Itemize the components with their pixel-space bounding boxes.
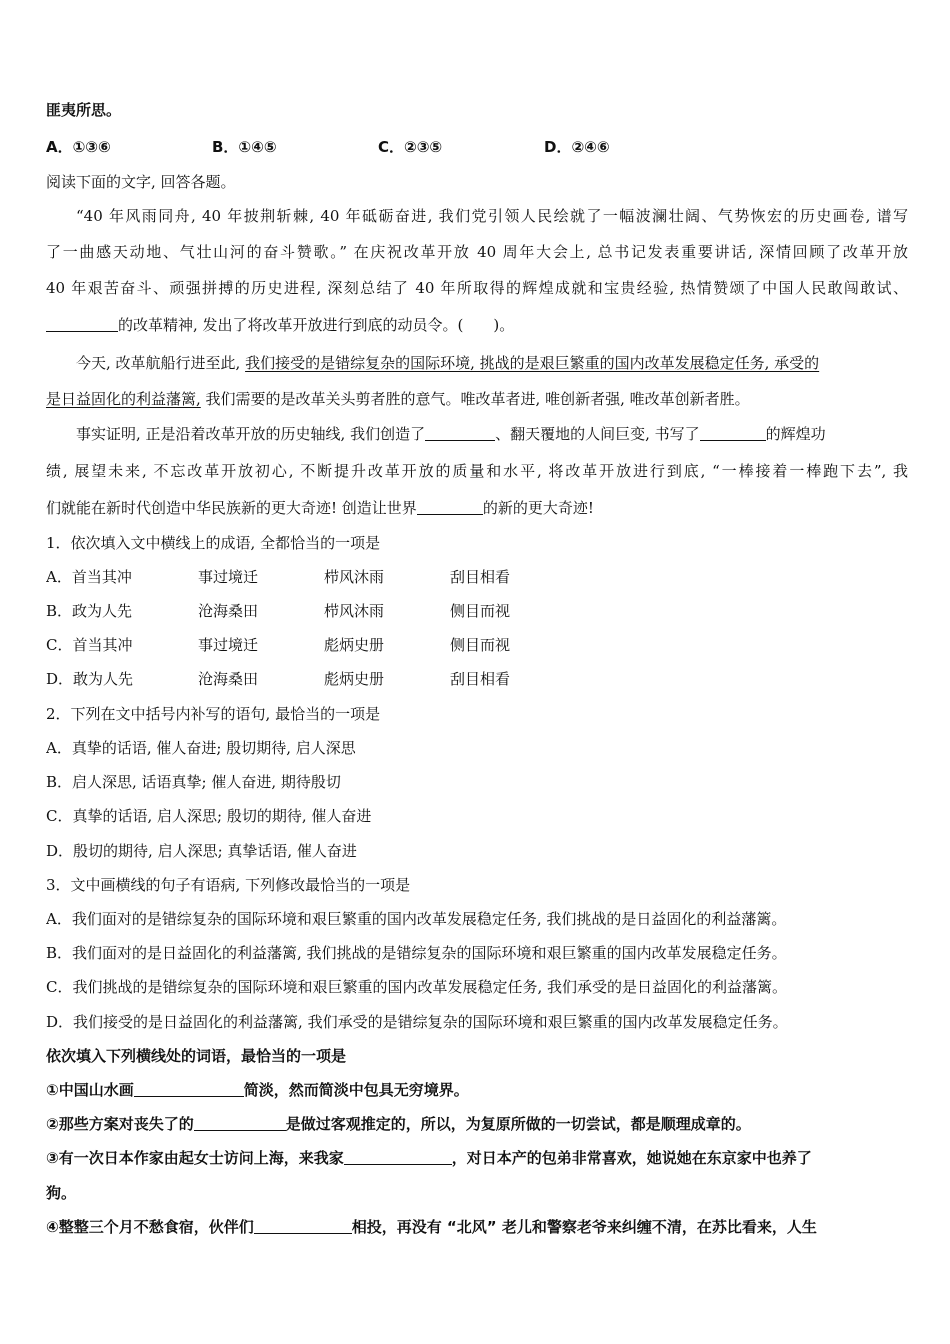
question-4-sentence-4 bbox=[46, 1216, 908, 1238]
fill-blank-3 bbox=[700, 426, 766, 441]
underlined-sentence-part1: 我们接受的是错综复杂的国际环境, 挑战的是艰巨繁重的国内改革发展稳定任务, 承受的 bbox=[245, 354, 820, 372]
passage-p1-line4-text: 的改革精神, 发出了将改革开放进行到底的动员令。( )。 bbox=[118, 316, 515, 334]
option-b: B．①④⑤ bbox=[212, 138, 277, 156]
q4-s1-post: 简淡，然而简淡中包具无穷境界。 bbox=[243, 1081, 469, 1099]
fill-blank-7 bbox=[344, 1150, 452, 1165]
passage-p1-line1: “40 年风雨同舟, 40 年披荆斩棘, 40 年砥砺奋进, 我们党引领人民绘就了一幅波澜壮阔、气势恢宏的历史画卷, 谱写 bbox=[76, 207, 908, 225]
q1-b-word2: 沧海桑田 bbox=[198, 602, 259, 620]
passage-p1-line2: 了一曲感天动地、气壮山河的奋斗赞歌。” 在庆祝改革开放 40 周年大会上, 总书记发表重要讲话, 深情回顾了改革开放 bbox=[46, 243, 908, 261]
passage-p2-lead: 今天, 改革航船行进至此, bbox=[76, 354, 246, 372]
question-1-option-b bbox=[46, 600, 908, 622]
passage-p2-line1 bbox=[46, 352, 908, 374]
passage-p3-seg4: 们就能在新时代创造中华民族新的更大奇迹! 创造让世界 bbox=[46, 499, 417, 517]
passage-p3-seg2: 、翻天覆地的人间巨变, 书写了 bbox=[495, 425, 700, 443]
question-3-option-c: C．我们挑战的是错综复杂的国际环境和艰巨繁重的国内改革发展稳定任务, 我们承受的是日益固化的利益藩篱。 bbox=[46, 978, 788, 996]
question-2-stem: 2．下列在文中括号内补写的语句, 最恰当的一项是 bbox=[46, 705, 381, 723]
question-3-option-a: A．我们面对的是错综复杂的国际环境和艰巨繁重的国内改革发展稳定任务, 我们挑战的是日益固化的利益藩篱。 bbox=[46, 910, 787, 928]
question-2-option-a: A．真挚的话语, 催人奋进; 殷切期待, 启人深思 bbox=[46, 739, 356, 757]
q1-d-word3: 彪炳史册 bbox=[324, 670, 385, 688]
fill-blank-4 bbox=[417, 500, 483, 515]
question-3-stem: 3．文中画横线的句子有语病, 下列修改最恰当的一项是 bbox=[46, 876, 411, 894]
q4-s2-post: 是做过客观推定的，所以，为复原所做的一切尝试，都是顺理成章的。 bbox=[285, 1115, 751, 1133]
question-1-option-a bbox=[46, 566, 908, 588]
q1-d-word1: D．敢为人先 bbox=[46, 670, 134, 688]
question-1-option-c bbox=[46, 634, 908, 656]
question-4-sentence-3-cont: 狗。 bbox=[46, 1184, 77, 1202]
question-3-option-d: D．我们接受的是日益固化的利益藩篱, 我们承受的是错综复杂的国际环境和艰巨繁重的国内改革发展稳定任务。 bbox=[46, 1013, 788, 1031]
question-4-stem: 依次填入下列横线处的词语，最恰当的一项是 bbox=[46, 1047, 347, 1065]
q1-c-word2: 事过境迁 bbox=[198, 636, 259, 654]
passage-p2-line2 bbox=[46, 388, 908, 410]
q1-b-word4: 侧目而视 bbox=[450, 602, 511, 620]
question-4-sentence-2 bbox=[46, 1113, 908, 1135]
fill-blank-5 bbox=[134, 1082, 244, 1097]
passage-p2-tail: 我们需要的是改革关头剪者胜的意气。唯改革者进, 唯创新者强, 唯改革创新者胜。 bbox=[200, 390, 750, 408]
question-1-option-d bbox=[46, 668, 908, 690]
q1-b-word3: 栉风沐雨 bbox=[324, 602, 385, 620]
fill-blank-1 bbox=[46, 317, 118, 332]
q4-s4-pre: ④整整三个月不愁食宿，伙伴们 bbox=[46, 1218, 254, 1236]
underlined-sentence-part2: 是日益固化的利益藩篱, bbox=[46, 390, 201, 408]
q1-c-word3: 彪炳史册 bbox=[324, 636, 385, 654]
q1-a-word4: 刮目相看 bbox=[450, 568, 511, 586]
option-a: A．①③⑥ bbox=[46, 138, 111, 156]
question-1-stem: 1．依次填入文中横线上的成语, 全都恰当的一项是 bbox=[46, 534, 381, 552]
option-c: C．②③⑤ bbox=[378, 138, 443, 156]
question-4-sentence-3 bbox=[46, 1147, 908, 1169]
question-4-sentence-1 bbox=[46, 1079, 908, 1101]
q1-d-word4: 刮目相看 bbox=[450, 670, 511, 688]
passage-p3-line2: 绩, 展望未来, 不忘改革开放初心, 不断提升改革开放的质量和水平, 将改革开放进行到底, “一棒接着一棒跑下去”, 我 bbox=[46, 462, 908, 480]
fill-blank-8 bbox=[254, 1219, 352, 1234]
q1-b-word1: B．政为人先 bbox=[46, 602, 133, 620]
question-2-option-c: C．真挚的话语, 启人深思; 殷切的期待, 催人奋进 bbox=[46, 807, 372, 825]
q1-c-word4: 侧目而视 bbox=[450, 636, 511, 654]
fill-blank-6 bbox=[194, 1116, 286, 1131]
passage-p3-seg3: 的辉煌功 bbox=[765, 425, 826, 443]
q1-a-word3: 栉风沐雨 bbox=[324, 568, 385, 586]
passage-p3-line3 bbox=[46, 497, 908, 519]
question-2-option-b: B．启人深思, 话语真挚; 催人奋进, 期待殷切 bbox=[46, 773, 341, 791]
prev-question-tail: 匪夷所思。 bbox=[46, 101, 122, 119]
fill-blank-2 bbox=[425, 426, 495, 441]
q4-s2-pre: ②那些方案对丧失了的 bbox=[46, 1115, 194, 1133]
passage-p3-seg5: 的新的更大奇迹! bbox=[482, 499, 594, 517]
option-d: D．②④⑥ bbox=[544, 138, 610, 156]
q1-a-word2: 事过境迁 bbox=[198, 568, 259, 586]
passage-p1-line4 bbox=[46, 314, 908, 336]
q4-s3-post: ，对日本产的包弟非常喜欢，她说她在东京家中也养了 bbox=[451, 1149, 812, 1167]
question-2-option-d: D．殷切的期待, 启人深思; 真挚话语, 催人奋进 bbox=[46, 842, 357, 860]
q4-s1-pre: ①中国山水画 bbox=[46, 1081, 134, 1099]
prev-question-options bbox=[46, 136, 908, 158]
passage-p3-line1 bbox=[46, 423, 908, 445]
passage-p3-seg1: 事实证明, 正是沿着改革开放的历史轴线, 我们创造了 bbox=[76, 425, 426, 443]
question-3-option-b: B．我们面对的是日益固化的利益藩篱, 我们挑战的是错综复杂的国际环境和艰巨繁重的国内改革发展稳定任务。 bbox=[46, 944, 787, 962]
q1-c-word1: C．首当其冲 bbox=[46, 636, 133, 654]
passage-p1-line3: 40 年艰苦奋斗、顽强拼搏的历史进程, 深刻总结了 40 年所取得的辉煌成就和宝贵经验, 热情赞颂了中国人民敢闯敢试、 bbox=[46, 279, 908, 297]
q1-d-word2: 沧海桑田 bbox=[198, 670, 259, 688]
q1-a-word1: A．首当其冲 bbox=[46, 568, 132, 586]
q4-s4-post: 相投，再没有 “北风” 老儿和警察老爷来纠缠不清，在苏比看来，人生 bbox=[351, 1218, 817, 1236]
q4-s3-pre: ③有一次日本作家由起女士访问上海，来我家 bbox=[46, 1149, 344, 1167]
reading-instruction: 阅读下面的文字, 回答各题。 bbox=[46, 173, 236, 191]
